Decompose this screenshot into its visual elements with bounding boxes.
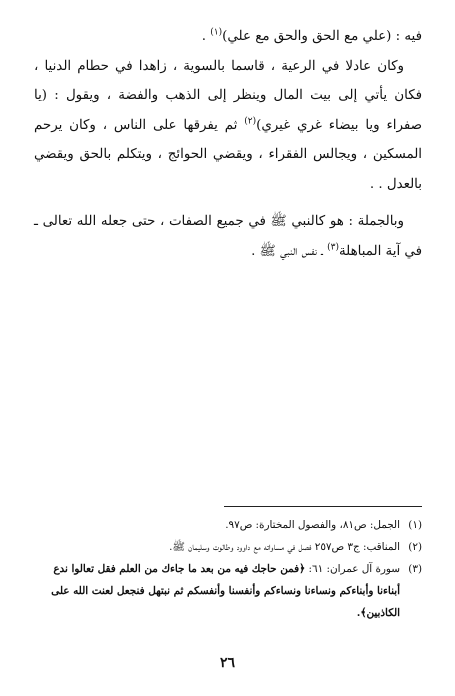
footnotes: [34, 514, 422, 624]
main-text: [34, 22, 422, 266]
quran-verse: ﴿فمن حاجك فيه من بعد ما جاءك من العلم فقل تعالوا ندع أبناءنا وأبناءكم ونساءنا ونساءكم وأنفسنا وأنفسكم ثم نبتهل فنجعل لعنت الله على الكاذبين﴾.: [51, 563, 400, 619]
paragraph-3: [34, 207, 422, 266]
paragraph-2-text: وكان عادلا في الرعية ، قاسما بالسوية ، زاهدا في حطام الدنيا ، فكان يأتي إلى بيت المال وينظر إلى الذهب والفضة ، ويقول : (يا صفراء ويا بيضاء غري غيري): [34, 58, 422, 133]
footnote-2: [34, 536, 422, 558]
footnote-ref-1[interactable]: (١): [210, 27, 223, 38]
footnote-1: [34, 514, 422, 536]
footnote-number: (١): [408, 519, 422, 531]
paragraph-1-end: .: [201, 29, 211, 44]
footnote-body: [34, 558, 400, 624]
footnote-number: (٢): [408, 541, 422, 553]
paragraph-1: [34, 22, 422, 52]
paragraph-2: [34, 52, 422, 200]
paragraph-1-text: فيه : (علي مع الحق والحق مع علي): [222, 29, 422, 44]
footnote-text: الجمل: ص٨١، والفصول المختارة: ص٩٧.: [225, 519, 400, 531]
footnote-ref-2[interactable]: (٢): [244, 116, 257, 127]
footnote-text: المناقب: ج٣ ص٢٥٧ فصل في مساواته مع داوود وطالوت وسليمان ﷺ.: [169, 541, 400, 553]
footnote-number: (٣): [408, 563, 422, 575]
footnote-text: سورة آل عمران: ٦١:: [305, 563, 400, 575]
paragraph-3-end: ـ نفس النبي ﷺ .: [251, 243, 328, 259]
paragraph-3-text: وبالجملة : هو كالنبي ﷺ في جميع الصفات ، حتى جعله الله تعالى ـ في آية المباهلة: [34, 214, 422, 259]
footnote-ref-3[interactable]: (٣): [327, 242, 339, 253]
paragraph-2-end: ثم يفرقها على الناس ، وكان يرحم المسكين ، ويجالس الفقراء ، ويقضي الحوائج ، ويتكلم بالحق ويقضي بالعدل . .: [34, 117, 422, 192]
footnote-3: [34, 558, 422, 624]
footnote-separator: [224, 506, 422, 507]
page-number: ٢٦: [219, 655, 236, 671]
